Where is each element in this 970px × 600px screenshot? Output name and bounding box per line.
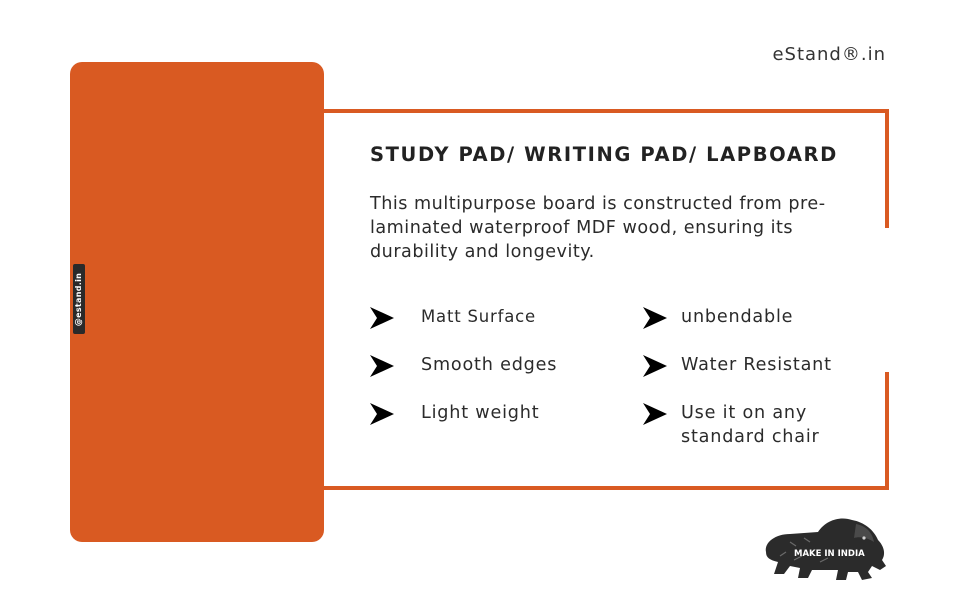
- product-description: This multipurpose board is constructed from pre-laminated waterproof MDF wood, ensuring its durability and longevity.: [370, 194, 826, 262]
- feature-item: [370, 305, 536, 333]
- frame-right-lower: [885, 372, 889, 490]
- arrow-icon: [370, 403, 394, 425]
- arrow-icon: [643, 403, 667, 425]
- frame-right-upper: [885, 109, 889, 228]
- frame-bottom: [324, 486, 889, 490]
- feature-item: [643, 401, 851, 449]
- feature-item: [643, 353, 832, 381]
- frame-top: [324, 109, 889, 113]
- feature-label: Water Resistant: [681, 355, 832, 375]
- arrow-icon: [370, 307, 394, 329]
- feature-label: Use it on any standard chair: [681, 403, 820, 447]
- board-logo-text: @estand.in: [74, 272, 84, 326]
- feature-label: Light weight: [421, 403, 540, 423]
- feature-item: [643, 305, 793, 333]
- svg-text:MAKE IN INDIA: MAKE IN INDIA: [794, 549, 865, 559]
- lapboard-image: [70, 62, 324, 542]
- feature-label: Smooth edges: [421, 355, 558, 375]
- arrow-icon: [370, 355, 394, 377]
- feature-item: [370, 401, 539, 429]
- product-title: STUDY PAD/ WRITING PAD/ LAPBOARD: [370, 143, 838, 166]
- board-logo: [73, 264, 85, 334]
- arrow-icon: [643, 307, 667, 329]
- brand-name: eStand®.in: [772, 44, 886, 65]
- feature-label: unbendable: [681, 307, 794, 327]
- arrow-icon: [643, 355, 667, 377]
- make-in-india-logo: [760, 512, 890, 584]
- feature-label: Matt Surface: [421, 307, 536, 326]
- feature-item: [370, 353, 557, 381]
